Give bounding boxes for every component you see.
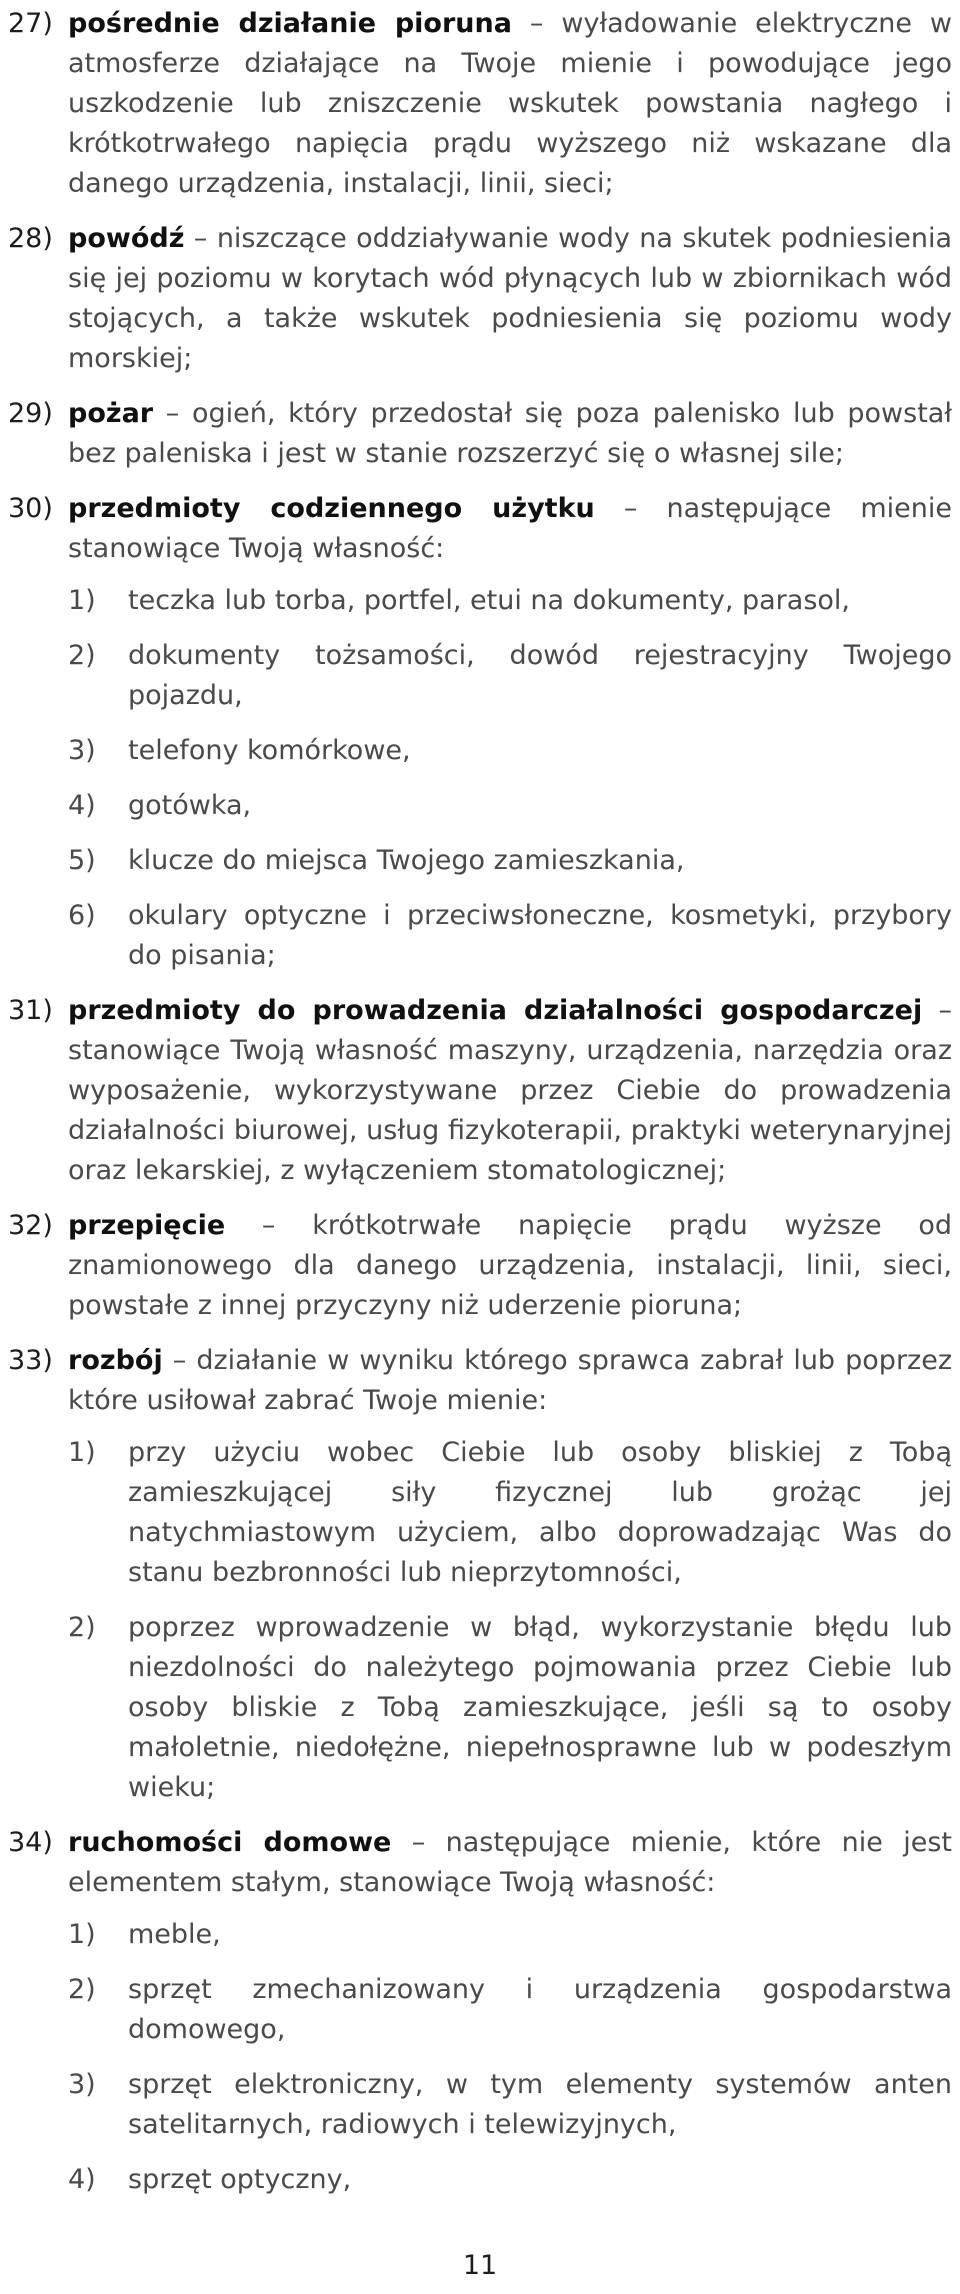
definition-term: rozbój xyxy=(68,1345,163,1376)
list-item-text: teczka lub torba, portfel, etui na dokumenty, parasol, xyxy=(128,585,850,616)
list-item xyxy=(68,2160,952,2200)
definition-body xyxy=(68,1341,952,1808)
definition-number: 27) xyxy=(8,8,53,39)
definition-34 xyxy=(8,1823,952,2200)
definition-27 xyxy=(8,4,952,204)
definition-body xyxy=(68,4,952,204)
definition-body xyxy=(68,489,952,976)
sub-list xyxy=(68,1433,952,1808)
list-item-number: 4) xyxy=(68,790,96,821)
definition-text: – wyładowanie elektryczne w atmosferze działające na Twoje mienie i powodujące jego uszkodzenie lub zniszczenie wskutek powstania nagłego i krótkotrwałego napięcia prądu wyższego niż wskazane dla danego urządzenia, instalacji, linii, sieci; xyxy=(68,8,952,199)
definition-body xyxy=(68,219,952,379)
list-item-text: przy użyciu wobec Ciebie lub osoby bliskiej z Tobą zamieszkującej siły fizycznej lub grożąc jej natychmiastowym użyciem, albo doprowadzając Was do stanu bezbronności lub nieprzytomności, xyxy=(128,1437,952,1588)
definition-number: 32) xyxy=(8,1210,53,1241)
definition-text: – działanie w wyniku którego sprawca zabrał lub poprzez które usiłował zabrać Twoje mienie: xyxy=(68,1345,952,1416)
definition-28 xyxy=(8,219,952,379)
list-item-text: sprzęt zmechanizowany i urządzenia gospodarstwa domowego, xyxy=(128,1974,952,2045)
list-item-text: sprzęt elektroniczny, w tym elementy systemów anten satelitarnych, radiowych i telewizyjnych, xyxy=(128,2069,952,2140)
list-item-text: gotówka, xyxy=(128,790,252,821)
page-number: 11 xyxy=(462,2250,498,2281)
definition-text: – następujące mienie, które nie jest elementem stałym, stanowiące Twoją własność: xyxy=(68,1827,952,1898)
definition-number: 29) xyxy=(8,398,53,429)
list-item xyxy=(68,636,952,716)
definition-number: 30) xyxy=(8,493,53,524)
definition-33 xyxy=(8,1341,952,1808)
definition-text: – stanowiące Twoją własność maszyny, urządzenia, narzędzia oraz wyposażenie, wykorzystywane przez Ciebie do prowadzenia działalności biurowej, usług fizykoterapii, praktyki weterynaryjnej oraz lekarskiej, z wyłączeniem stomatologicznej; xyxy=(68,995,952,1186)
list-item xyxy=(68,1608,952,1808)
definition-number: 33) xyxy=(8,1345,53,1376)
definition-text: – następujące mienie stanowiące Twoją własność: xyxy=(68,493,952,564)
list-item xyxy=(68,1915,952,1955)
definition-body xyxy=(68,1206,952,1326)
definition-30 xyxy=(8,489,952,976)
list-item-number: 6) xyxy=(68,900,96,931)
list-item-number: 2) xyxy=(68,1612,96,1643)
list-item-number: 4) xyxy=(68,2164,96,2195)
definition-term: powódź xyxy=(68,223,185,254)
definition-text: – ogień, który przedostał się poza palenisko lub powstał bez paleniska i jest w stanie rozszerzyć się o własnej sile; xyxy=(68,398,952,469)
list-item xyxy=(68,896,952,976)
list-item-text: meble, xyxy=(128,1919,221,1950)
list-item-text: okulary optyczne i przeciwsłoneczne, kosmetyki, przybory do pisania; xyxy=(128,900,952,971)
list-item-text: dokumenty tożsamości, dowód rejestracyjny Twojego pojazdu, xyxy=(128,640,952,711)
definition-body xyxy=(68,1823,952,2200)
definition-number: 34) xyxy=(8,1827,53,1858)
list-item xyxy=(68,581,952,621)
definition-term: pożar xyxy=(68,398,154,429)
definition-body xyxy=(68,991,952,1191)
list-item-number: 2) xyxy=(68,640,96,671)
definition-text: – niszczące oddziaływanie wody na skutek podniesienia się jej poziomu w korytach wód płynących lub w zbiornikach wód stojących, a także wskutek podniesienia się poziomu wody morskiej; xyxy=(68,223,952,374)
definition-term: pośrednie działanie pioruna xyxy=(68,8,512,39)
definition-term: przedmioty do prowadzenia działalności gospodarczej xyxy=(68,995,923,1026)
list-item-text: sprzęt optyczny, xyxy=(128,2164,352,2195)
list-item-number: 1) xyxy=(68,1437,96,1468)
definition-32 xyxy=(8,1206,952,1326)
list-item-text: telefony komórkowe, xyxy=(128,735,411,766)
definition-term: ruchomości domowe xyxy=(68,1827,392,1858)
list-item-number: 1) xyxy=(68,585,96,616)
sub-list xyxy=(68,581,952,976)
list-item xyxy=(68,786,952,826)
list-item-number: 3) xyxy=(68,735,96,766)
definition-number: 28) xyxy=(8,223,53,254)
definition-body xyxy=(68,394,952,474)
list-item xyxy=(68,2065,952,2145)
list-item xyxy=(68,1433,952,1593)
definition-term: przedmioty codziennego użytku xyxy=(68,493,595,524)
definition-31 xyxy=(8,991,952,1191)
definition-29 xyxy=(8,394,952,474)
definition-text: – krótkotrwałe napięcie prądu wyższe od znamionowego dla danego urządzenia, instalacji, linii, sieci, powstałe z innej przyczyny niż uderzenie pioruna; xyxy=(68,1210,952,1321)
definition-term: przepięcie xyxy=(68,1210,226,1241)
list-item-text: klucze do miejsca Twojego zamieszkania, xyxy=(128,845,685,876)
list-item-number: 3) xyxy=(68,2069,96,2100)
list-item-number: 5) xyxy=(68,845,96,876)
list-item-text: poprzez wprowadzenie w błąd, wykorzystanie błędu lub niezdolności do należytego pojmowania przez Ciebie lub osoby bliskie z Tobą zamieszkujące, jeśli są to osoby małoletnie, niedołężne, niepełnosprawne lub w podeszłym wieku; xyxy=(128,1612,952,1803)
list-item xyxy=(68,841,952,881)
list-item-number: 1) xyxy=(68,1919,96,1950)
sub-list xyxy=(68,1915,952,2200)
list-item xyxy=(68,731,952,771)
list-item-number: 2) xyxy=(68,1974,96,2005)
definition-number: 31) xyxy=(8,995,53,1026)
list-item xyxy=(68,1970,952,2050)
